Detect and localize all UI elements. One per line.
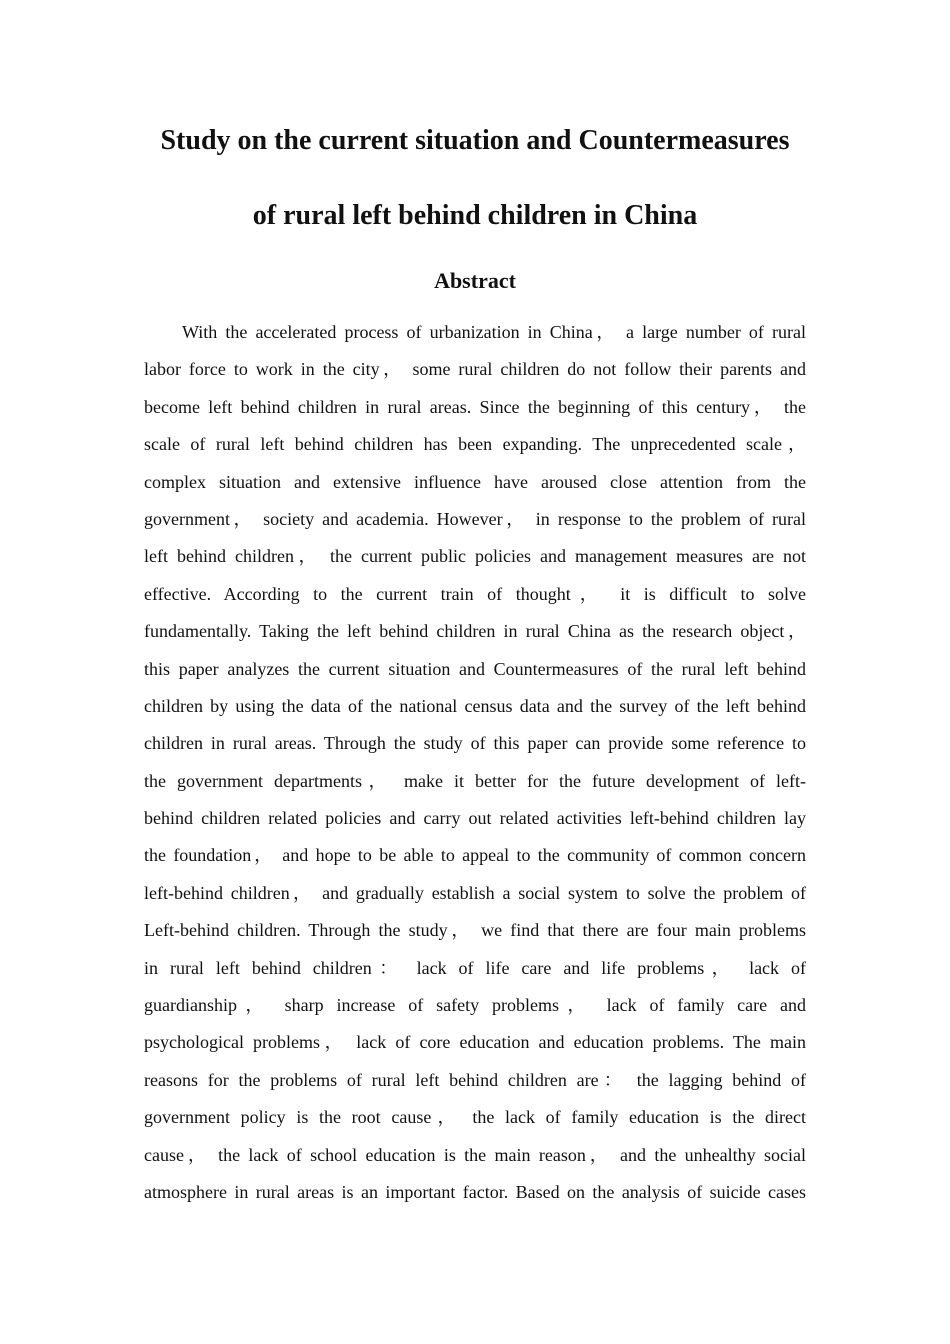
abstract-line: scale of rural left behind children has been expanding. The unprecedented scale， — [144, 434, 806, 455]
abstract-line: complex situation and extensive influence have aroused close attention from the — [144, 471, 806, 492]
abstract-line: reasons for the problems of rural left behind children are： the lagging behind of — [144, 1069, 806, 1090]
abstract-line: children by using the data of the national census data and the survey of the left behind — [144, 695, 806, 716]
document-title-line-2: of rural left behind children in China — [252, 200, 698, 231]
abstract-heading: Abstract — [434, 268, 516, 293]
document-title-line-1: Study on the current situation and Countermeasures — [160, 125, 790, 156]
abstract-line: fundamentally. Taking the left behind children in rural China as the research object， — [144, 621, 806, 642]
abstract-line: With the accelerated process of urbanization in China， a large number of rural — [182, 322, 806, 342]
abstract-line: children in rural areas. Through the study of this paper can provide some reference to — [144, 733, 806, 754]
abstract-line: government policy is the root cause， the lack of family education is the direct — [144, 1107, 806, 1128]
abstract-line: the government departments， make it better for the future development of left- — [144, 770, 806, 791]
abstract-line: labor force to work in the city， some rural children do not follow their parents and — [144, 359, 806, 380]
abstract-line: left behind children， the current public policies and management measures are not — [144, 546, 806, 567]
abstract-line: in rural left behind children： lack of life care and life problems， lack of — [144, 957, 806, 978]
abstract-line: Left-behind children. Through the study， we find that there are four main problems — [144, 920, 806, 941]
abstract-line: left-behind children， and gradually establish a social system to solve the problem of — [144, 882, 806, 903]
abstract-line: behind children related policies and carry out related activities left-behind children lay — [144, 808, 806, 829]
abstract-line: cause， the lack of school education is the main reason， and the unhealthy social — [144, 1144, 806, 1165]
abstract-line: government， society and academia. However， in response to the problem of rural — [144, 508, 806, 529]
abstract-line: effective. According to the current train of thought， it is difficult to solve — [144, 583, 806, 604]
abstract-line: this paper analyzes the current situation and Countermeasures of the rural left behind — [144, 658, 806, 679]
abstract-line: atmosphere in rural areas is an important factor. Based on the analysis of suicide cases — [144, 1181, 806, 1202]
abstract-line: the foundation， and hope to be able to appeal to the community of common concern — [144, 845, 806, 866]
abstract-line: psychological problems， lack of core education and education problems. The main — [144, 1032, 806, 1053]
abstract-body — [144, 314, 806, 1211]
abstract-line: become left behind children in rural areas. Since the beginning of this century， the — [144, 396, 806, 417]
abstract-line: guardianship， sharp increase of safety problems， lack of family care and — [144, 995, 806, 1016]
